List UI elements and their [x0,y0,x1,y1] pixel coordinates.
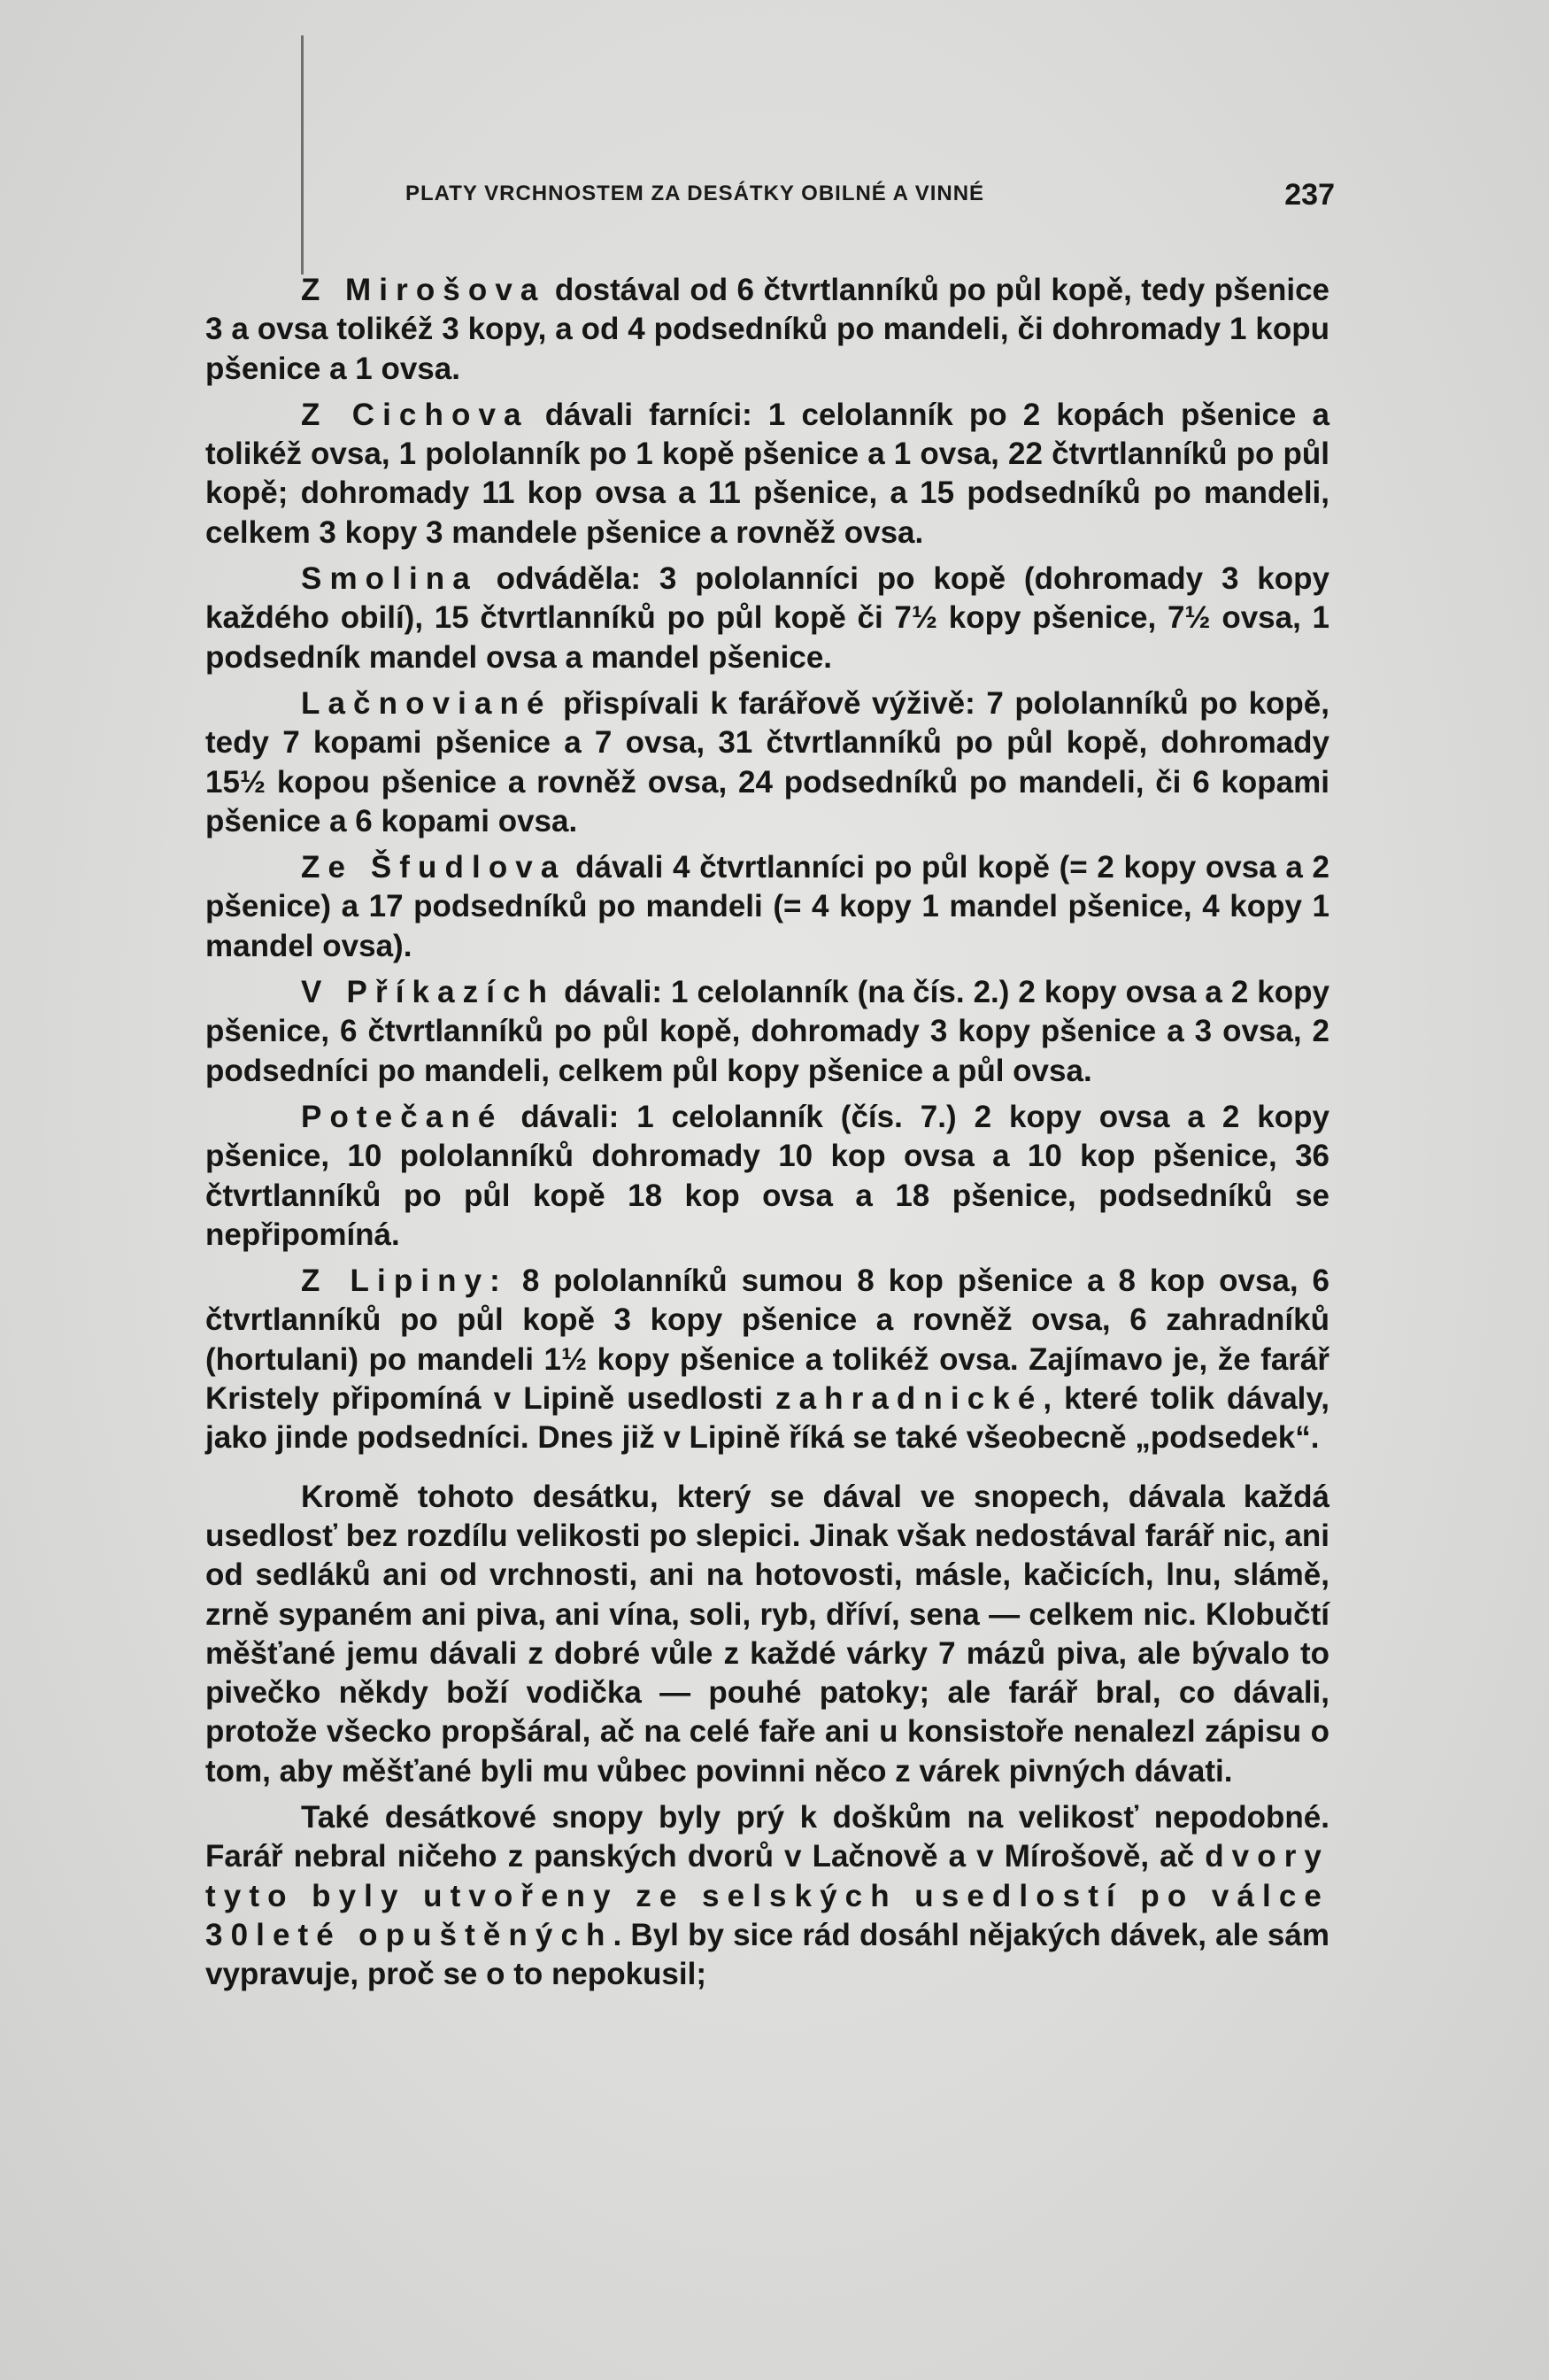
place-name: Ze Šfudlova [301,850,566,885]
paragraph-text: dávali 4 čtvrtlanníci po půl kopě (= 2 kopy ovsa a 2 pšenice) a 17 podsedníků po mandeli (= 4 kopy 1 mandel pšenice, 4 kopy 1 mandel ovsa). [205,850,1329,963]
paragraph-text-continued: . Byl by sice rád dosáhl nějakých dávek, ale sám vypravuje, proč se o to nepokusil; [205,1917,1329,1992]
place-name: Lačnoviané [301,685,552,721]
paragraph-desatek [205,1478,1329,1791]
paragraph-snopy [205,1798,1329,1994]
paragraph-lacnov [205,684,1329,841]
paragraph-text: dostával od 6 čtvrtlanníků po půl kopě, tedy pšenice 3 a ovsa tolikéž 3 kopy, a od 4 podsedníků po mandeli, či dohromady 1 kopu pšenice a 1 ovsa. [205,273,1329,386]
paragraph-text: odváděla: 3 pololanníci po kopě (dohromady 3 kopy každého obilí), 15 čtvrtlanníků po půl kopě či 7½ kopy pšenice, 7½ ovsa, 1 podsedník mandel ovsa a mandel pšenice. [205,561,1329,675]
paragraph-prikazy [205,973,1329,1091]
spaced-emphasis: dvory tyto byly utvořeny ze selských usedlostí po válce 30leté opuštěných [205,1839,1329,1952]
spaced-emphasis: zahradnické [774,1381,1044,1417]
place-name: V Příkazích [301,975,556,1010]
paragraph-text: Kromě tohoto desátku, který se dával ve snopech, dávala každá usedlosť bez rozdílu velikosti po slepici. Jinak však nedostával farář nic, ani od sedláků ani od vrchnosti, ani na hotovosti, másle, kačicích, lnu, slámě, zrně sypaném ani piva, ani vína, soli, ryb, dříví, sena — celkem nic. Klobučtí měšťané jemu dávali z dobré vůle z každé várky 7 mázů piva, ale bývalo to pivečko někdy boží vodička — pouhé patoky; ale farář bral, co dávali, protože všecko propšáral, ač na celé faře ani u konsistoře nenalezl zápisu o tom, aby měšťané byli mu vůbec povinni něco z várek pivných dávati. [205,1479,1329,1789]
margin-rule [301,35,304,274]
page-header [405,178,1335,220]
paragraph-text: dávali: 1 celolanník (čís. 7.) 2 kopy ovsa a 2 kopy pšenice, 10 pololanníků dohromady 10 kop ovsa a 10 kop pšenice, 36 čtvrtlanníků po půl kopě 18 kop ovsa a 18 pšenice, podsedníků se nepřipomíná. [205,1099,1329,1252]
place-name: Potečané [301,1099,504,1134]
paragraph-mirosov [205,271,1329,389]
place-name: Z Cichova [301,397,529,432]
page-number: 237 [1284,178,1335,212]
paragraph-smolina [205,560,1329,677]
paragraph-text: dávali: 1 celolanník (na čís. 2.) 2 kopy ovsa a 2 kopy pšenice, 6 čtvrtlanníků po půl kopě, dohromady 3 kopy pšenice a 3 ovsa, 2 podsedníci po mandeli, celkem půl kopy pšenice a půl ovsa. [205,975,1329,1088]
paragraph-text: dávali farníci: 1 celolanník po 2 kopách pšenice a tolikéž ovsa, 1 pololanník po 1 kopě pšenice a 1 ovsa, 22 čtvrtlanníků po půl kopě; dohromady 11 kop ovsa a 11 pšenice, a 15 podsedníků po mandeli, celkem 3 kopy 3 mandele pšenice a rovněž ovsa. [205,397,1329,550]
paragraph-text-continued: , které tolik dávaly, jako jinde podsedníci. Dnes již v Lipině říká se také všeobecně „podsedek“. [205,1381,1329,1456]
paragraph-cichov [205,396,1329,552]
place-name: Smolina [301,561,478,597]
running-title: PLATY VRCHNOSTEM ZA DESÁTKY OBILNÉ A VINNÉ [405,182,985,205]
place-name: Z Lipiny: [301,1263,508,1299]
paragraph-potecane [205,1098,1329,1255]
body-text [205,271,1329,1994]
paragraph-studlov [205,848,1329,966]
paragraph-text: Také desátkové snopy byly prý k doškům na velikosť nepodobné. Farář nebral ničeho z panských dvorů v Lačnově a v Mírošově, ač [205,1799,1329,1874]
paragraph-text: přispívali k farářově výživě: 7 pololanníků po kopě, tedy 7 kopami pšenice a 7 ovsa, 31 čtvrtlanníků po půl kopě, dohromady 15½ kopou pšenice a rovněž ovsa, 24 podsedníků po mandeli, či 6 kopami pšenice a 6 kopami ovsa. [205,685,1329,838]
place-name: Z Mirošova [301,273,546,307]
paragraph-lipina [205,1262,1329,1457]
paragraph-text: 8 pololanníků sumou 8 kop pšenice a 8 kop ovsa, 6 čtvrtlanníků po půl kopě 3 kopy pšenice a rovněž ovsa, 6 zahradníků (hortulani) po mandeli 1½ kopy pšenice a tolikéž ovsa. Zajímavo je, že farář Kristely připomíná v Lipině usedlosti [205,1263,1330,1417]
